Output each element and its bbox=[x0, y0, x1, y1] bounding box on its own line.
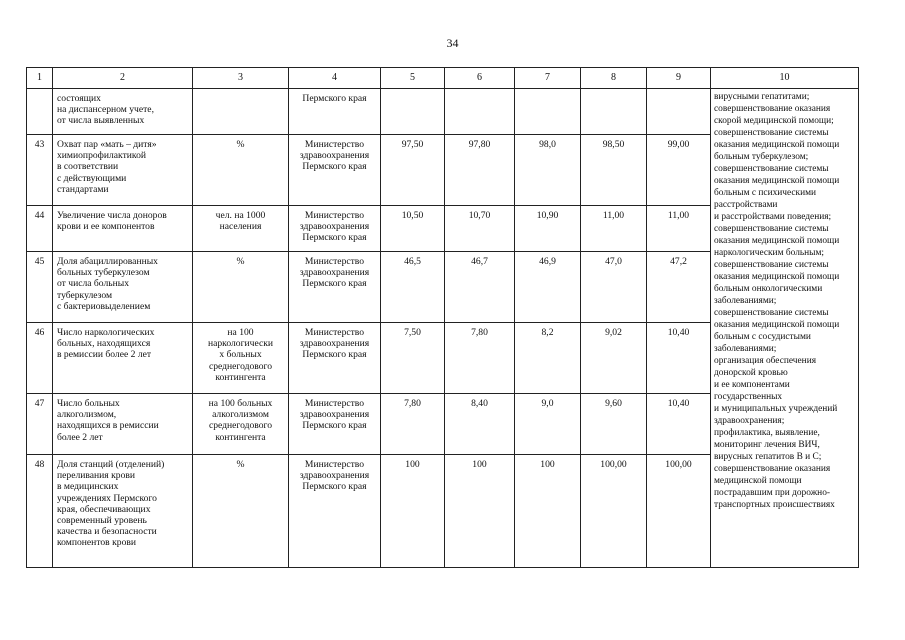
indicator-cell bbox=[53, 252, 193, 323]
unit-text: % bbox=[236, 459, 245, 470]
responsible-text: Министерство здравоохранения Пермского края bbox=[299, 139, 370, 173]
unit-text: чел. на 1000 населения bbox=[215, 210, 266, 233]
col-header-7: 7 bbox=[515, 68, 581, 89]
indicators-table bbox=[26, 67, 859, 568]
value-col9: 99,00 bbox=[647, 135, 711, 206]
col-header-10: 10 bbox=[711, 68, 859, 89]
indicator-text: Доля абациллированных больных туберкулезом от числа больных туберкулезом с бактериовыделением bbox=[57, 256, 158, 312]
responsible-cell bbox=[289, 455, 381, 568]
indicator-cell bbox=[53, 455, 193, 568]
indicator-text: Доля станций (отделений) переливания крови в медицинских учреждениях Пермского края, обеспечивающих современный уровень качества и безопасности компонентов крови bbox=[57, 459, 165, 549]
value-col8: 100,00 bbox=[581, 455, 647, 568]
value-col6: 8,40 bbox=[445, 394, 515, 455]
indicator-cell bbox=[53, 89, 193, 135]
responsible-cell bbox=[289, 252, 381, 323]
responsible-cell bbox=[289, 323, 381, 394]
table-row bbox=[27, 89, 859, 135]
header-row bbox=[27, 68, 859, 89]
responsible-cell bbox=[289, 394, 381, 455]
unit-text: на 100 наркологически х больных среднегодового контингента bbox=[207, 327, 274, 383]
value-col9: 47,2 bbox=[647, 252, 711, 323]
indicator-text: Число больных алкоголизмом, находящихся в ремиссии более 2 лет bbox=[57, 398, 159, 443]
col-header-3: 3 bbox=[193, 68, 289, 89]
unit-cell bbox=[193, 455, 289, 568]
indicator-text: состоящих на диспансерном учете, от числа выявленных bbox=[57, 93, 154, 127]
row-number bbox=[27, 89, 53, 135]
unit-cell bbox=[193, 323, 289, 394]
indicator-cell bbox=[53, 206, 193, 252]
value-col7: 46,9 bbox=[515, 252, 581, 323]
col-header-5: 5 bbox=[381, 68, 445, 89]
value-col6: 7,80 bbox=[445, 323, 515, 394]
value-col9: 11,00 bbox=[647, 206, 711, 252]
page-number: 34 bbox=[446, 36, 459, 50]
value-col7 bbox=[515, 89, 581, 135]
unit-text: % bbox=[236, 256, 245, 267]
row-number: 48 bbox=[27, 455, 53, 568]
value-col8 bbox=[581, 89, 647, 135]
value-col9: 100,00 bbox=[647, 455, 711, 568]
col-header-9: 9 bbox=[647, 68, 711, 89]
value-col9 bbox=[647, 89, 711, 135]
col-header-1: 1 bbox=[27, 68, 53, 89]
unit-cell bbox=[193, 135, 289, 206]
value-col7: 10,90 bbox=[515, 206, 581, 252]
responsible-text: Министерство здравоохранения Пермского края bbox=[299, 327, 370, 361]
unit-cell bbox=[193, 206, 289, 252]
col-header-4: 4 bbox=[289, 68, 381, 89]
value-col5: 100 bbox=[381, 455, 445, 568]
col-header-8: 8 bbox=[581, 68, 647, 89]
unit-cell bbox=[193, 252, 289, 323]
row-number: 46 bbox=[27, 323, 53, 394]
row-number: 43 bbox=[27, 135, 53, 206]
responsible-text: Министерство здравоохранения Пермского края bbox=[299, 459, 370, 493]
col-header-6: 6 bbox=[445, 68, 515, 89]
unit-text: % bbox=[236, 139, 245, 150]
row-number: 45 bbox=[27, 252, 53, 323]
value-col6: 97,80 bbox=[445, 135, 515, 206]
value-col6: 46,7 bbox=[445, 252, 515, 323]
responsible-text: Министерство здравоохранения Пермского края bbox=[299, 398, 370, 432]
responsible-text: Министерство здравоохранения Пермского края bbox=[299, 256, 370, 290]
value-col6: 100 bbox=[445, 455, 515, 568]
value-col8: 9,02 bbox=[581, 323, 647, 394]
value-col5: 7,50 bbox=[381, 323, 445, 394]
value-col5: 10,50 bbox=[381, 206, 445, 252]
responsible-cell bbox=[289, 206, 381, 252]
value-col9: 10,40 bbox=[647, 323, 711, 394]
unit-cell bbox=[193, 89, 289, 135]
indicator-cell bbox=[53, 394, 193, 455]
value-col9: 10,40 bbox=[647, 394, 711, 455]
value-col5 bbox=[381, 89, 445, 135]
value-col7: 8,2 bbox=[515, 323, 581, 394]
unit-cell bbox=[193, 394, 289, 455]
value-col5: 46,5 bbox=[381, 252, 445, 323]
responsible-cell bbox=[289, 89, 381, 135]
row-number: 44 bbox=[27, 206, 53, 252]
value-col5: 97,50 bbox=[381, 135, 445, 206]
indicator-text: Охват пар «мать – дитя» химиопрофилактикой в соответствии с действующими стандартами bbox=[57, 139, 157, 195]
indicator-cell bbox=[53, 135, 193, 206]
value-col6: 10,70 bbox=[445, 206, 515, 252]
value-col8: 98,50 bbox=[581, 135, 647, 206]
row-number: 47 bbox=[27, 394, 53, 455]
unit-text: на 100 больных алкоголизмом среднегодового контингента bbox=[208, 398, 273, 443]
value-col8: 47,0 bbox=[581, 252, 647, 323]
indicator-text: Число наркологических больных, находящихся в ремиссии более 2 лет bbox=[57, 327, 155, 361]
responsible-text: Пермского края bbox=[302, 93, 367, 104]
col-header-2: 2 bbox=[53, 68, 193, 89]
responsible-text: Министерство здравоохранения Пермского края bbox=[299, 210, 370, 244]
value-col7: 98,0 bbox=[515, 135, 581, 206]
value-col8: 9,60 bbox=[581, 394, 647, 455]
value-col7: 100 bbox=[515, 455, 581, 568]
value-col6 bbox=[445, 89, 515, 135]
measures-cell: вирусными гепатитами; совершенствование оказания скорой медицинской помощи; совершенствование системы оказания медицинской помощи больным туберкулезом; совершенствование системы оказания медицинской помощи больным с психическими расстройствами и расстройствами поведения; совершенствование системы оказания медицинской помощи наркологическим больным; совершенствование системы оказания медицинской помощи больным онкологическими заболеваниями; совершенствование системы оказания медицинской помощи больным с сосудистыми заболеваниями; организация обеспечения донорской кровью и ее компонентами государственных и муниципальных учреждений здравоохранения; профилактика, выявление, мониторинг лечения ВИЧ, вирусных гепатитов В и С; совершенствование оказания медицинской помощи пострадавшим при дорожно- транспортных происшествиях bbox=[711, 89, 859, 568]
value-col7: 9,0 bbox=[515, 394, 581, 455]
indicator-cell bbox=[53, 323, 193, 394]
value-col5: 7,80 bbox=[381, 394, 445, 455]
responsible-cell bbox=[289, 135, 381, 206]
indicator-text: Увеличение числа доноров крови и ее компонентов bbox=[57, 210, 167, 233]
value-col8: 11,00 bbox=[581, 206, 647, 252]
